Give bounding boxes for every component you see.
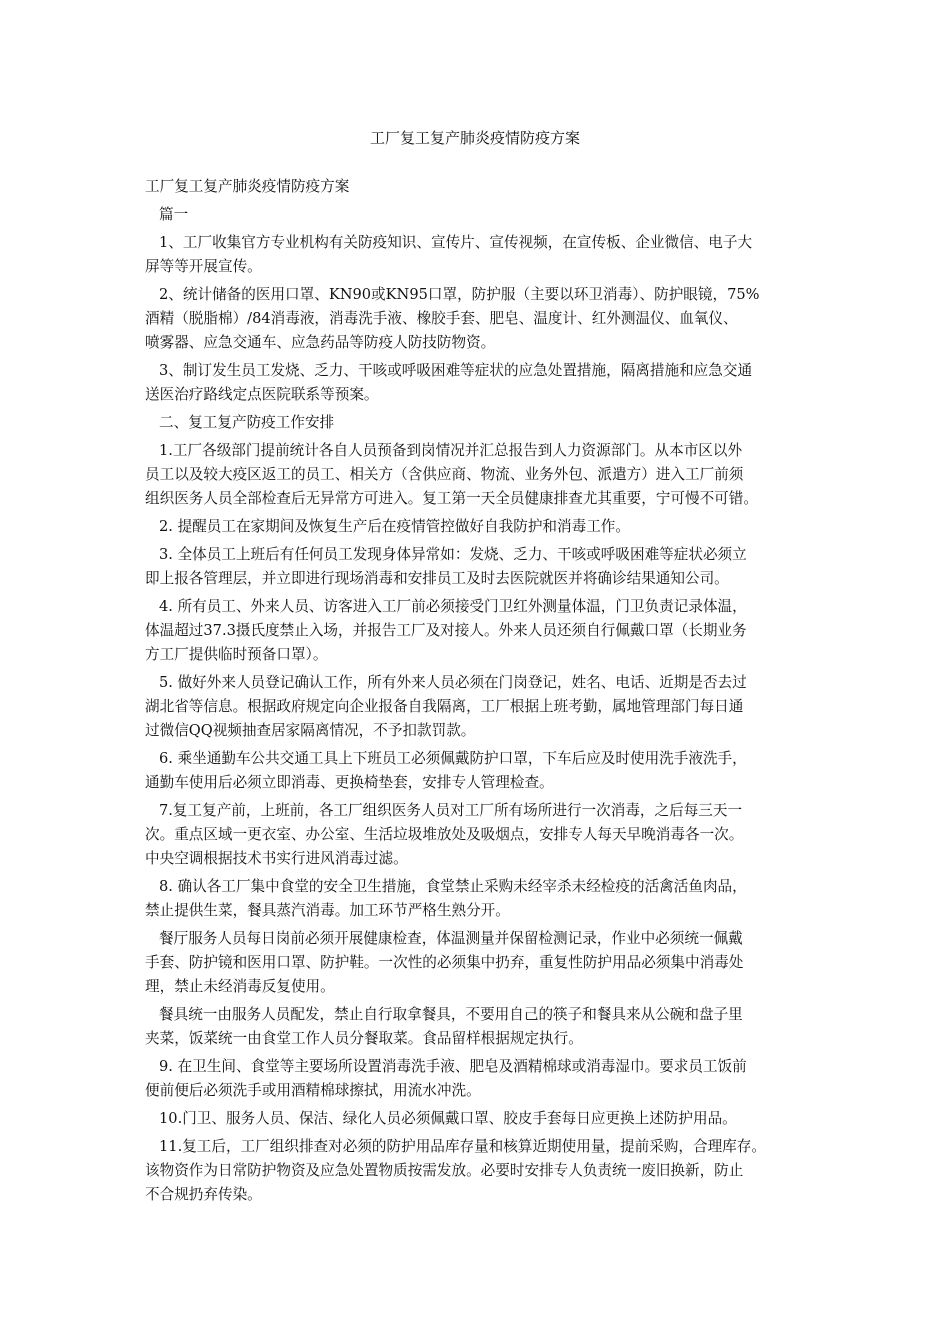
paragraph-line: 2、统计储备的医用口罩、KN90或KN95口罩，防护服（主要以环卫消毒）、防护眼镜，75% [159,286,760,303]
paragraph-line: 1、工厂收集官方专业机构有关防疫知识、宣传片、宣传视频，在宣传板、企业微信、电子大 [159,234,753,251]
paragraph-line: 该物资作为日常防护物资及应急处置物质按需发放。必要时安排专人负责统一废旧换新，防止 [145,1162,744,1179]
paragraph-line: 餐具统一由服务人员配发，禁止自行取拿餐具，不要用自己的筷子和餐具来从公碗和盘子里 [159,1006,743,1023]
paragraph [145,231,835,279]
paragraph-line: 湖北省等信息。根据政府规定向企业报备自我隔离，工厂根据上班考勤，属地管理部门每日通 [145,698,744,715]
paragraph [145,875,835,923]
paragraph-line: 手套、防护镜和医用口罩、防护鞋。一次性的必须集中扔弃，重复性防护用品必须集中消毒处 [145,954,744,971]
paragraph-line: 1.工厂各级部门提前统计各自人员预备到岗情况并汇总报告到人力资源部门。从本市区以外 [159,442,743,459]
paragraph-line: 2. 提醒员工在家期间及恢复生产后在疫情管控做好自我防护和消毒工作。 [159,518,630,535]
paragraph [145,283,835,355]
paragraph [145,1055,835,1103]
paragraph-line: 组织医务人员全部检查后无异常方可进入。复工第一天全员健康排查尤其重要，宁可慢不可错。 [145,490,758,507]
paragraph-line: 员工以及较大疫区返工的员工、相关方（含供应商、物流、业务外包、派遣方）进入工厂前须 [145,466,744,483]
paragraph-line: 酒精（脱脂棉）/84消毒液，消毒洗手液、橡胶手套、肥皂、温度计、红外测温仪、血氧仪、 [145,310,738,327]
paragraph-line: 10.门卫、服务人员、保洁、绿化人员必须佩戴口罩、胶皮手套每日应更换上述防护用品。 [159,1110,737,1127]
paragraph [145,359,835,407]
paragraph-line: 送医治疗路线定点医院联系等预案。 [145,386,379,403]
paragraph-line: 餐厅服务人员每日岗前必须开展健康检查，体温测量并保留检测记录，作业中必须统一佩戴 [159,930,743,947]
paragraph-line: 9. 在卫生间、食堂等主要场所设置消毒洗手液、肥皂及酒精棉球或消毒湿巾。要求员工饭前 [159,1058,747,1075]
paragraph [145,799,835,871]
paragraph-line: 方工厂提供临时预备口罩）。 [145,646,328,663]
paragraph-line: 篇一 [159,206,189,223]
paragraph-line: 喷雾器、应急交通车、应急药品等防疫人防技防物资。 [145,334,496,351]
paragraph [145,411,835,435]
paragraph [145,747,835,795]
paragraph [145,543,835,591]
paragraph-line: 屏等等开展宣传。 [145,258,262,275]
paragraph [145,203,835,227]
paragraph-line: 6. 乘坐通勤车公共交通工具上下班员工必须佩戴防护口罩，下车后应及时使用洗手液洗手， [159,750,747,767]
paragraph-line: 禁止提供生菜，餐具蒸汽消毒。加工环节严格生熟分开。 [145,902,510,919]
paragraph-line: 即上报各管理层，并立即进行现场消毒和安排员工及时去医院就医并将确诊结果通知公司。 [145,570,729,587]
paragraph-line: 过微信QQ视频抽查居家隔离情况，不予扣款罚款。 [145,722,476,739]
paragraph-line: 体温超过37.3摄氏度禁止入场，并报告工厂及对接人。外来人员还须自行佩戴口罩（长期业务 [145,622,747,639]
paragraph-line: 理，禁止未经消毒反复使用。 [145,978,335,995]
paragraph-line: 8. 确认各工厂集中食堂的安全卫生措施，食堂禁止采购未经宰杀未经检疫的活禽活鱼肉品， [159,878,747,895]
paragraph [145,595,835,667]
paragraph-line: 3. 全体员工上班后有任何员工发现身体异常如：发烧、乏力、干咳或呼吸困难等症状必须立 [159,546,747,563]
paragraph-line: 3、制订发生员工发烧、乏力、干咳或呼吸困难等症状的应急处置措施，隔离措施和应急交通 [159,362,753,379]
paragraph-line: 工厂复工复产肺炎疫情防疫方案 [145,178,350,195]
document-body [145,175,835,1211]
paragraph [145,1107,835,1131]
paragraph-line: 中央空调根据技术书实行进风消毒过滤。 [145,850,408,867]
paragraph-line: 11.复工后，工厂组织排查对必须的防护用品库存量和核算近期使用量，提前采购，合理库存。 [159,1138,766,1155]
paragraph-line: 7.复工复产前，上班前，各工厂组织医务人员对工厂所有场所进行一次消毒，之后每三天一 [159,802,743,819]
paragraph-line: 5. 做好外来人员登记确认工作，所有外来人员必须在门岗登记，姓名、电话、近期是否去过 [159,674,747,691]
paragraph [145,671,835,743]
paragraph [145,175,835,199]
paragraph-line: 通勤车使用后必须立即消毒、更换椅垫套，安排专人管理检查。 [145,774,554,791]
paragraph-line: 二、复工复产防疫工作安排 [159,414,335,431]
paragraph [145,927,835,999]
paragraph-line: 次。重点区域一更衣室、办公室、生活垃圾堆放处及吸烟点，安排专人每天早晚消毒各一次。 [145,826,744,843]
paragraph-line: 夹菜，饭菜统一由食堂工作人员分餐取菜。食品留样根据规定执行。 [145,1030,583,1047]
paragraph-line: 不合规扔弃传染。 [145,1186,262,1203]
paragraph [145,515,835,539]
paragraph [145,439,835,511]
paragraph [145,1135,835,1207]
document-title: 工厂复工复产肺炎疫情防疫方案 [369,129,580,147]
paragraph-line: 4. 所有员工、外来人员、访客进入工厂前必须接受门卫红外测量体温，门卫负责记录体温， [159,598,747,615]
paragraph-line: 便前便后必须洗手或用酒精棉球擦拭，用流水冲洗。 [145,1082,481,1099]
paragraph [145,1003,835,1051]
